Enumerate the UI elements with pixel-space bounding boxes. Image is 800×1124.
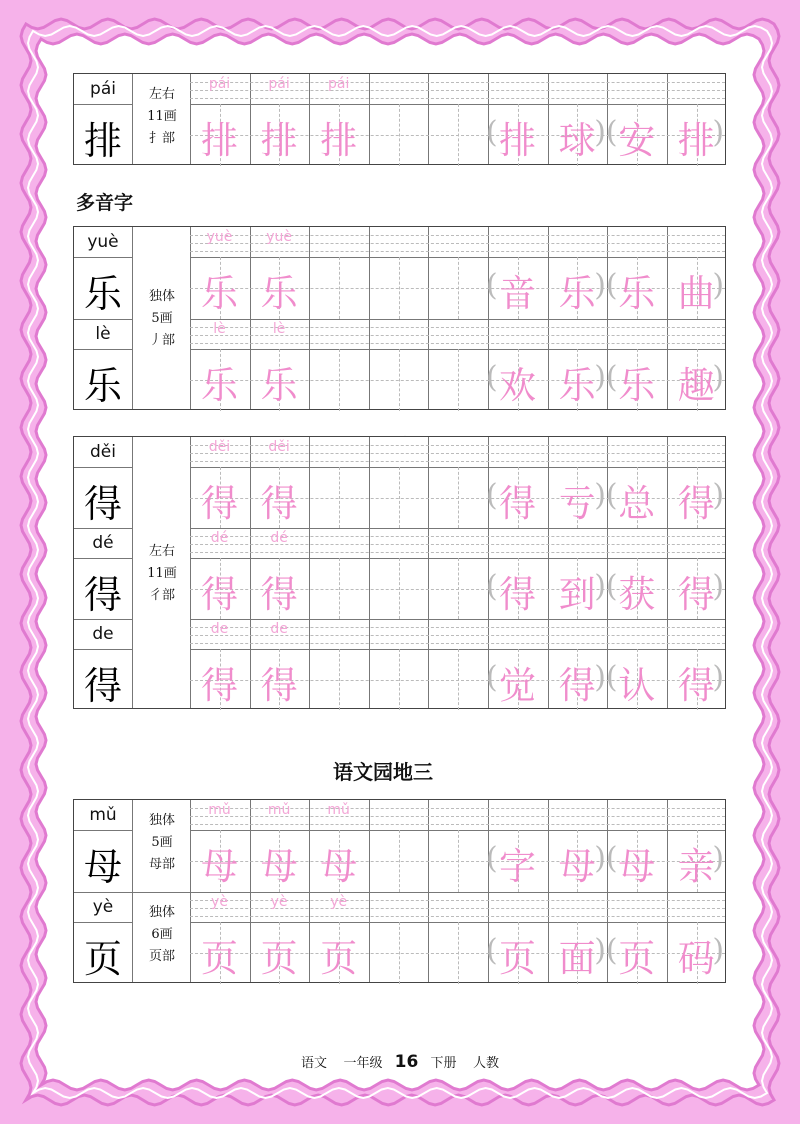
guide-line — [190, 98, 725, 99]
character-info: 独体 5画 丿部 — [148, 289, 175, 348]
word-character: 得 — [677, 573, 715, 616]
divider — [74, 349, 132, 350]
row-divider — [190, 619, 725, 620]
bracket: ( — [486, 115, 498, 150]
pinyin-label: dé — [92, 533, 114, 553]
divider — [309, 437, 310, 708]
guide-line — [399, 922, 400, 984]
word-character: 得 — [677, 482, 715, 525]
guide-line — [399, 257, 400, 319]
trace-pinyin: yuè — [266, 229, 292, 245]
word-character: 获 — [618, 573, 656, 616]
divider — [428, 74, 429, 164]
word-character: 乐 — [618, 272, 656, 315]
word-character: 趣 — [677, 364, 715, 407]
trace-pinyin: mǔ — [327, 802, 350, 818]
divider — [369, 437, 370, 708]
bracket: )( — [594, 478, 618, 513]
trace-pinyin: de — [210, 621, 229, 637]
character-info: 独体 6画 页部 — [148, 905, 175, 964]
bracket: )( — [594, 660, 618, 695]
word-character: 母 — [618, 845, 656, 888]
character: 得 — [83, 482, 122, 526]
guide-line — [399, 558, 400, 619]
bracket: ) — [712, 569, 725, 604]
guide-line — [399, 104, 400, 166]
divider — [369, 227, 370, 409]
footer-volume: 下册 — [430, 1056, 457, 1071]
character: 母 — [83, 845, 122, 889]
word-character: 得 — [499, 573, 536, 616]
word-character: 乐 — [558, 364, 596, 407]
word-character: 安 — [618, 119, 656, 162]
writing-table — [73, 436, 726, 709]
divider — [369, 74, 370, 164]
guide-line — [190, 251, 725, 252]
guide-line — [399, 830, 400, 892]
word-character: 字 — [499, 845, 536, 888]
pinyin-label: děi — [90, 442, 116, 462]
bracket: ( — [486, 933, 498, 968]
guide-line — [190, 552, 725, 553]
row-divider — [74, 528, 132, 529]
bracket: ) — [712, 115, 725, 150]
bracket: ( — [486, 268, 498, 303]
heading-garden: 语文园地三 — [333, 760, 433, 784]
trace-character: 得 — [201, 573, 238, 616]
bracket: ) — [712, 360, 725, 395]
guide-line — [190, 824, 725, 825]
trace-character: 母 — [201, 845, 238, 888]
trace-pinyin: pái — [268, 76, 290, 92]
word-character: 排 — [499, 119, 536, 162]
trace-pinyin: dé — [210, 530, 229, 546]
trace-character: 排 — [260, 119, 298, 162]
row-divider — [74, 619, 132, 620]
trace-pinyin: yè — [330, 894, 348, 910]
trace-pinyin: yè — [270, 894, 288, 910]
bracket: ) — [712, 841, 725, 876]
pinyin-label: mǔ — [89, 805, 117, 825]
trace-pinyin: yè — [211, 894, 228, 910]
divider — [74, 467, 132, 468]
bracket: ) — [712, 660, 725, 695]
bracket: ) — [712, 478, 725, 513]
guide-line — [190, 643, 725, 644]
word-character: 得 — [677, 664, 715, 707]
guide-line — [458, 830, 459, 892]
footer-grade: 一年级 — [343, 1056, 383, 1071]
guide-line — [399, 349, 400, 411]
character: 排 — [83, 119, 122, 163]
word-character: 得 — [558, 664, 596, 707]
guide-line — [339, 649, 340, 710]
word-character: 总 — [618, 482, 656, 525]
divider — [74, 257, 132, 258]
word-character: 觉 — [499, 664, 536, 707]
pinyin-label: yè — [92, 897, 114, 917]
word-character: 球 — [558, 119, 596, 162]
character-info: 独体 5画 母部 — [148, 813, 175, 872]
character: 得 — [83, 664, 122, 708]
word-character: 欢 — [499, 364, 536, 407]
trace-pinyin: de — [270, 621, 288, 637]
guide-line — [458, 349, 459, 411]
trace-character: 页 — [260, 937, 298, 980]
trace-character: 乐 — [201, 272, 238, 315]
page-number: 16 — [394, 1052, 419, 1072]
divider — [428, 227, 429, 409]
trace-pinyin: děi — [268, 439, 290, 455]
guide-line — [458, 922, 459, 984]
bracket: )( — [594, 115, 618, 150]
word-character: 得 — [499, 482, 536, 525]
word-character: 乐 — [618, 364, 656, 407]
pinyin-label: yuè — [87, 232, 119, 252]
trace-pinyin: yuè — [206, 229, 233, 245]
guide-line — [339, 558, 340, 619]
guide-line — [399, 467, 400, 528]
row-divider — [190, 319, 725, 320]
character-info: 左右 11画 扌部 — [147, 87, 177, 146]
word-character: 面 — [558, 937, 596, 980]
guide-line — [458, 104, 459, 166]
divider — [74, 104, 132, 105]
trace-character: 乐 — [201, 364, 238, 407]
pinyin-label: de — [92, 624, 114, 644]
trace-pinyin: pái — [208, 76, 231, 92]
character: 页 — [83, 937, 122, 981]
divider — [74, 649, 132, 650]
footer-edition: 人教 — [473, 1056, 500, 1071]
guide-line — [458, 558, 459, 619]
trace-pinyin: mǔ — [208, 802, 231, 818]
divider — [132, 74, 133, 164]
footer-subject: 语文 — [300, 1056, 327, 1071]
character: 乐 — [83, 364, 122, 408]
row-divider — [74, 319, 132, 320]
trace-character: 乐 — [260, 364, 298, 407]
trace-pinyin: mǔ — [267, 802, 291, 818]
trace-character: 页 — [201, 937, 238, 980]
word-character: 页 — [499, 937, 536, 980]
divider — [132, 227, 133, 409]
trace-character: 乐 — [260, 272, 298, 315]
character: 得 — [83, 573, 122, 617]
guide-line — [190, 343, 725, 344]
guide-line — [190, 461, 725, 462]
bracket: )( — [594, 268, 618, 303]
pinyin-label: lè — [95, 324, 111, 344]
writing-table — [73, 73, 726, 165]
trace-character: 得 — [201, 482, 238, 525]
guide-line — [458, 257, 459, 319]
word-character: 音 — [499, 272, 536, 315]
word-character: 排 — [677, 119, 715, 162]
page-footer — [0, 1052, 800, 1072]
heading-polyphone: 多音字 — [76, 192, 134, 214]
trace-pinyin: dé — [270, 530, 288, 546]
row-divider — [190, 528, 725, 529]
bracket: ( — [486, 660, 498, 695]
trace-character: 页 — [320, 937, 358, 980]
divider — [132, 800, 133, 982]
bracket: )( — [594, 360, 618, 395]
word-character: 乐 — [558, 272, 596, 315]
trace-character: 母 — [320, 845, 358, 888]
guide-line — [190, 916, 725, 917]
divider — [309, 227, 310, 409]
word-character: 母 — [558, 845, 596, 888]
word-character: 到 — [558, 573, 596, 616]
word-character: 亏 — [558, 482, 596, 525]
bracket: )( — [594, 933, 618, 968]
word-character: 码 — [677, 937, 715, 980]
word-character: 页 — [618, 937, 656, 980]
trace-character: 得 — [260, 573, 298, 616]
word-character: 认 — [618, 664, 656, 707]
trace-pinyin: pái — [328, 76, 350, 92]
bracket: )( — [594, 569, 618, 604]
character: 乐 — [83, 272, 122, 316]
trace-pinyin: lè — [213, 321, 226, 337]
bracket: ( — [486, 569, 498, 604]
writing-table — [73, 226, 726, 410]
word-character: 曲 — [677, 272, 715, 315]
word-character: 亲 — [677, 845, 715, 888]
bracket: ) — [712, 268, 725, 303]
trace-pinyin: lè — [272, 321, 286, 337]
bracket: )( — [594, 841, 618, 876]
guide-line — [399, 649, 400, 710]
guide-line — [339, 467, 340, 528]
bracket: ) — [712, 933, 725, 968]
trace-character: 得 — [260, 664, 298, 707]
divider — [74, 830, 132, 831]
trace-character: 得 — [260, 482, 298, 525]
divider — [74, 558, 132, 559]
divider — [132, 437, 133, 708]
trace-character: 得 — [201, 664, 238, 707]
trace-pinyin: děi — [208, 439, 231, 455]
guide-line — [458, 649, 459, 710]
row-divider — [74, 892, 725, 893]
divider — [428, 437, 429, 708]
trace-character: 排 — [320, 119, 358, 162]
bracket: ( — [486, 360, 498, 395]
character-info: 左右 11画 彳部 — [147, 543, 177, 603]
writing-table — [73, 799, 726, 983]
bracket: ( — [486, 841, 498, 876]
divider — [428, 800, 429, 982]
pinyin-label: pái — [90, 79, 116, 99]
bracket: ( — [486, 478, 498, 513]
trace-character: 排 — [201, 119, 238, 162]
divider — [369, 800, 370, 982]
guide-line — [458, 467, 459, 528]
trace-character: 母 — [260, 845, 298, 888]
divider — [74, 922, 132, 923]
guide-line — [339, 349, 340, 411]
guide-line — [339, 257, 340, 319]
